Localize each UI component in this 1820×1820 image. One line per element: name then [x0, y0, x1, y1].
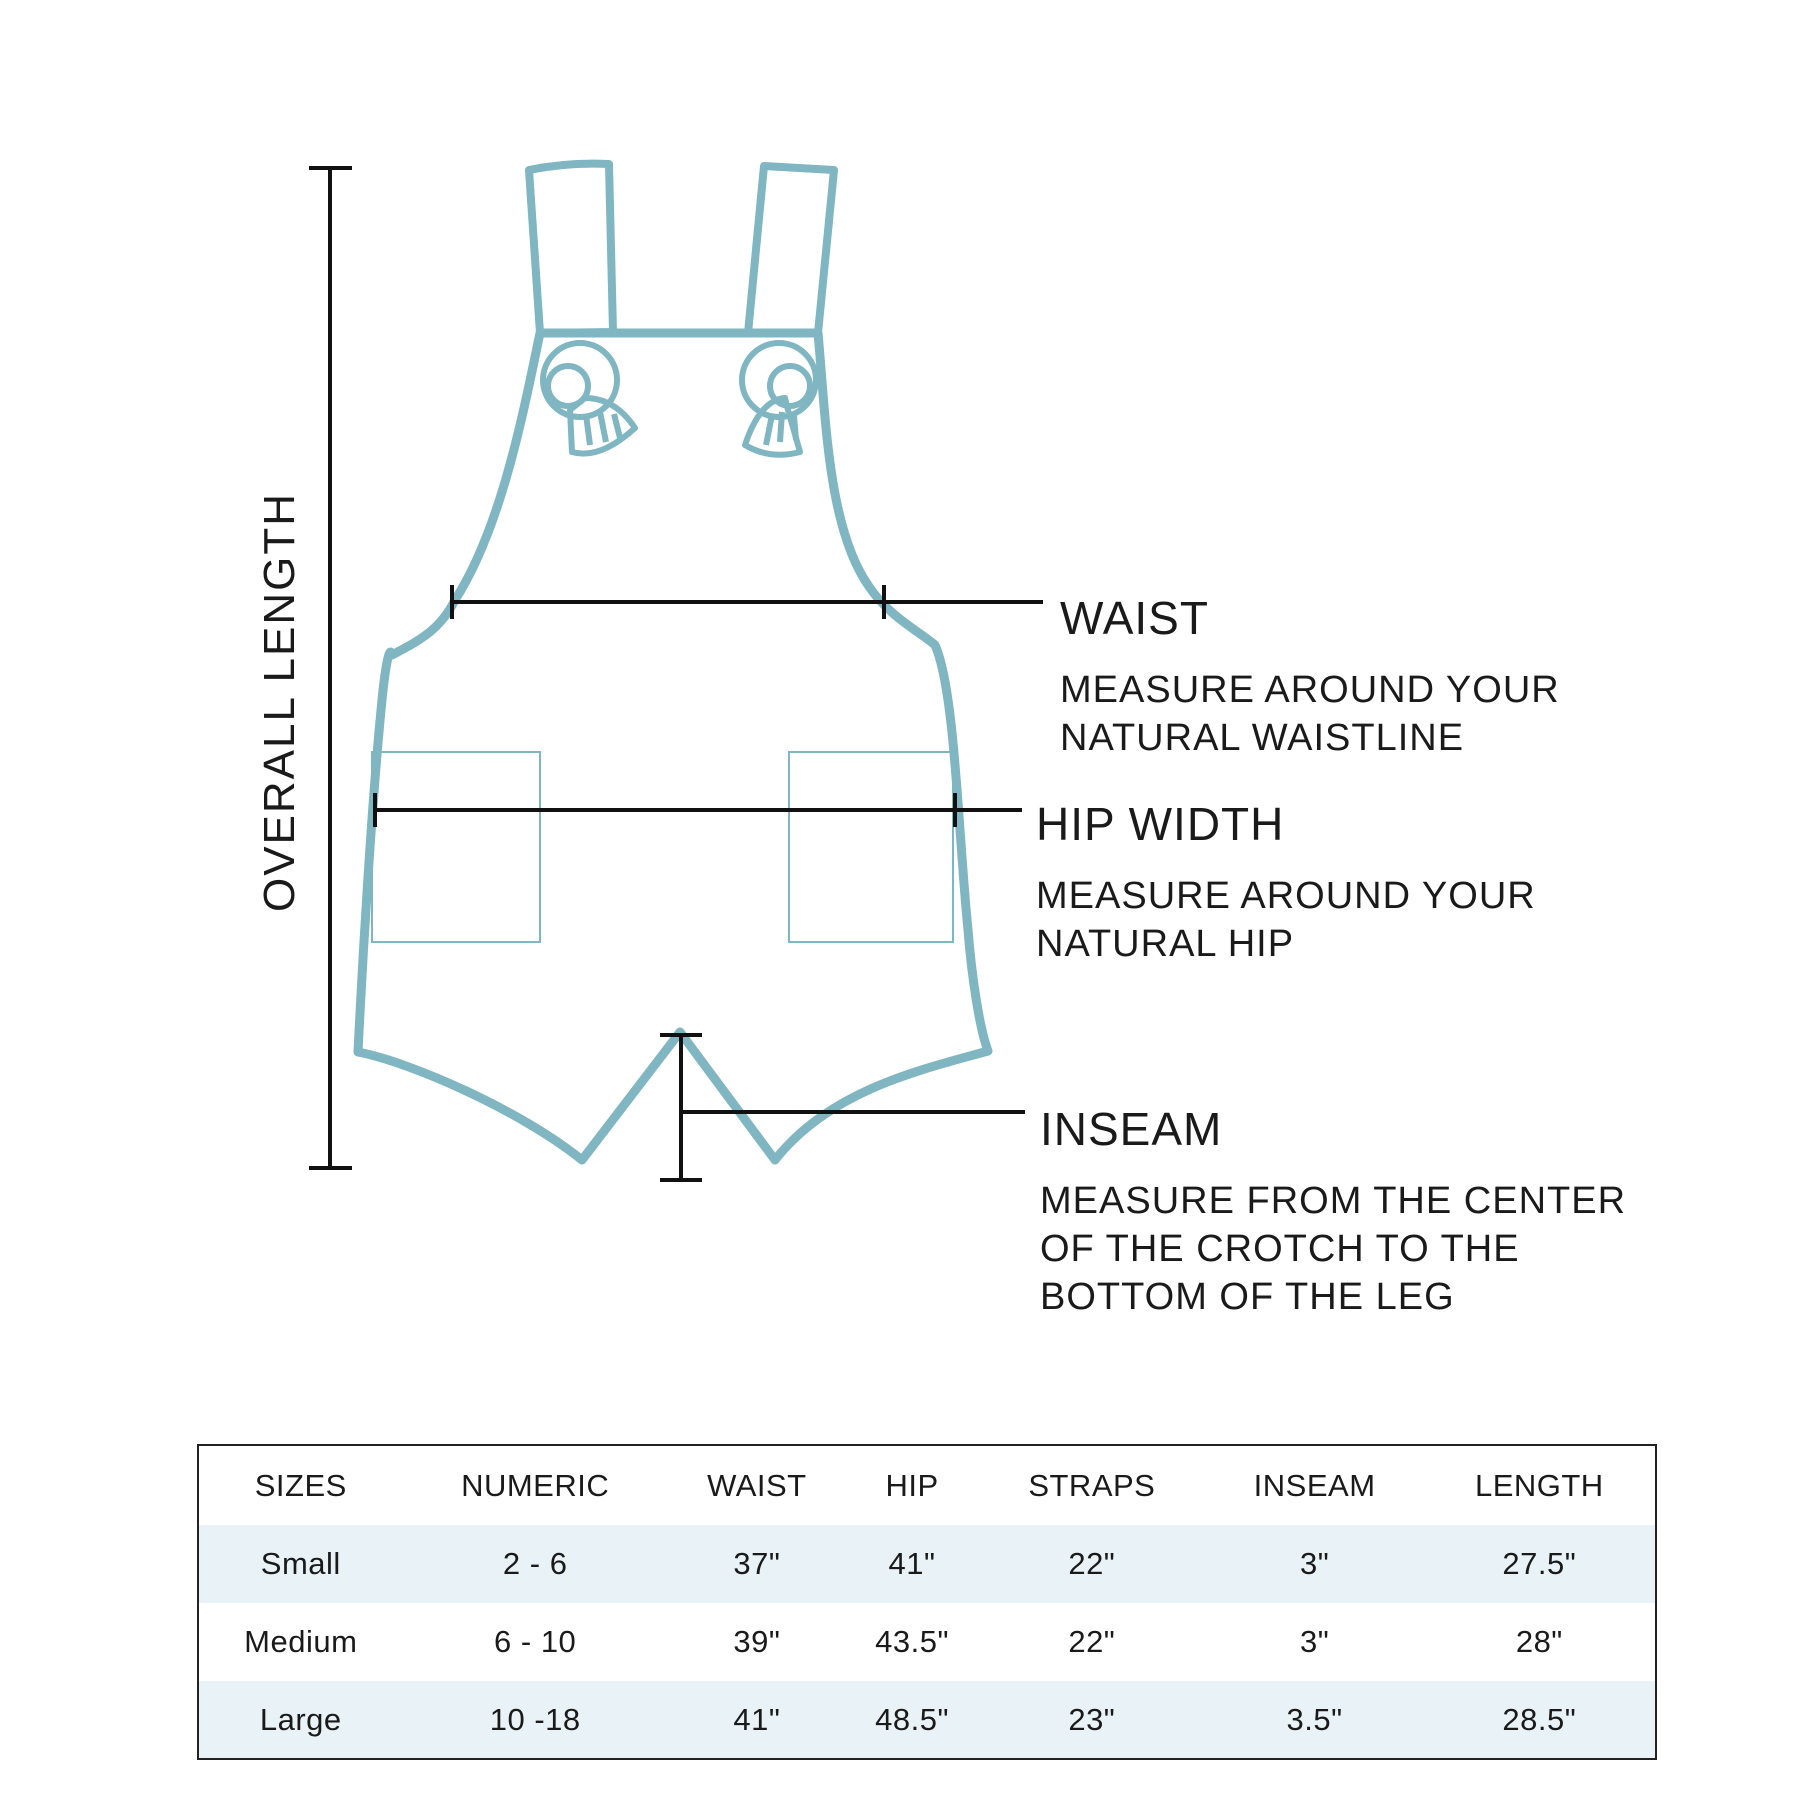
cell-straps: 22": [1068, 1624, 1116, 1659]
waist-callout: [1060, 574, 1560, 780]
hip-title: HIP WIDTH: [1036, 798, 1285, 850]
header-straps: STRAPS: [1028, 1467, 1156, 1503]
right-strap: [748, 166, 834, 333]
cell-size: Large: [259, 1701, 342, 1737]
cell-inseam: 3.5": [1286, 1701, 1343, 1737]
cell-inseam: 3": [1299, 1546, 1330, 1581]
cell-waist: 39": [733, 1624, 781, 1659]
cell-hip: 48.5": [875, 1701, 949, 1737]
size-chart-table: [197, 1444, 1657, 1760]
cell-waist: 37": [733, 1546, 781, 1581]
inseam-description: MEASURE FROM THE CENTER OF THE CROTCH TO THE BOTTOM OF THE LEG: [1040, 1180, 1627, 1318]
waist-description: MEASURE AROUND YOUR NATURAL WAISTLINE: [1060, 669, 1560, 759]
cell-length: 28.5": [1502, 1701, 1577, 1737]
header-hip: HIP: [885, 1467, 939, 1503]
inseam-title: INSEAM: [1040, 1103, 1223, 1155]
left-strap: [529, 164, 613, 333]
cell-hip: 41": [888, 1546, 936, 1581]
cell-length: 27.5": [1502, 1546, 1577, 1581]
header-sizes: SIZES: [254, 1467, 347, 1503]
table-header-row: [198, 1445, 1656, 1525]
table-row: [198, 1603, 1656, 1681]
cell-straps: 23": [1068, 1701, 1116, 1737]
hip-callout: [1036, 780, 1536, 986]
cell-waist: 41": [733, 1701, 781, 1737]
header-numeric: NUMERIC: [461, 1467, 610, 1503]
hip-measure-line: [375, 793, 1022, 827]
cell-numeric: 2 - 6: [502, 1546, 568, 1581]
waist-measure-line: [452, 585, 1043, 619]
cell-inseam: 3": [1299, 1624, 1330, 1659]
table-row: [198, 1525, 1656, 1603]
hip-description: MEASURE AROUND YOUR NATURAL HIP: [1036, 875, 1536, 965]
overall-length-line: [309, 168, 352, 1168]
cell-straps: 22": [1068, 1546, 1116, 1581]
inseam-callout: [1040, 1085, 1626, 1339]
right-pocket: [789, 752, 953, 942]
table-row: [198, 1681, 1656, 1759]
cell-hip: 43.5": [875, 1624, 949, 1659]
cell-size: Small: [260, 1546, 341, 1581]
header-inseam: INSEAM: [1253, 1467, 1376, 1503]
cell-numeric: 10 -18: [489, 1701, 581, 1737]
overall-length-label: OVERALL LENGTH: [255, 491, 304, 913]
right-buckle-icon: [742, 343, 816, 455]
left-buckle-icon: [543, 343, 635, 454]
header-waist: WAIST: [707, 1467, 807, 1503]
cell-numeric: 6 - 10: [494, 1624, 577, 1659]
header-length: LENGTH: [1474, 1467, 1604, 1503]
cell-length: 28": [1515, 1624, 1563, 1659]
cell-size: Medium: [244, 1624, 358, 1659]
waist-title: WAIST: [1060, 592, 1209, 644]
left-pocket: [372, 752, 540, 942]
straps: [529, 164, 834, 333]
